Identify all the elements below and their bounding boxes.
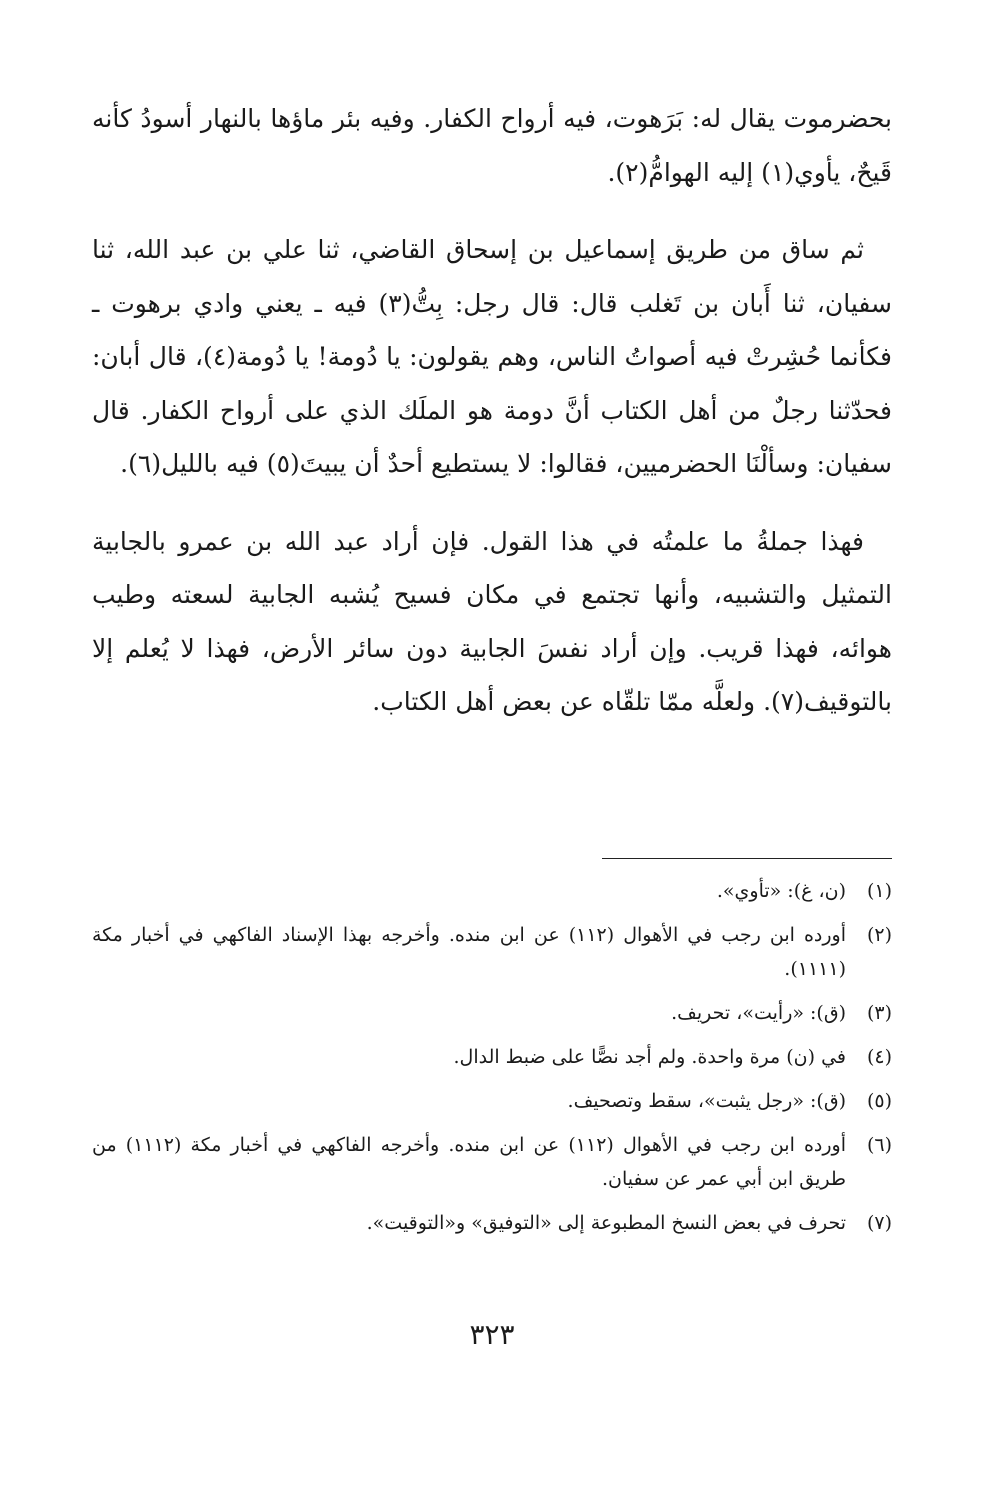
footnote-separator: [602, 858, 892, 859]
footnote-3: [92, 996, 892, 1030]
footnote-text: أورده ابن رجب في الأهوال (١١٢) عن ابن منده. وأخرجه الفاكهي في أخبار مكة (١١١٢) من طريق ابن أبي عمر عن سفيان.: [92, 1134, 847, 1190]
footnote-7: [92, 1206, 892, 1240]
footnote-text: (ق): «رجل يثبت»، سقط وتصحيف.: [567, 1090, 846, 1112]
footnote-number: (٢): [866, 924, 892, 946]
page-body: [92, 92, 892, 753]
paragraph-1: بحضرموت يقال له: بَرَهوت، فيه أرواح الكفار. وفيه بئر ماؤها بالنهار أسودُ كأنه قَيحٌ، يأوي(١) إليه الهوامُّ(٢).: [92, 104, 892, 187]
footnote-6: [92, 1128, 892, 1196]
footnote-text: في (ن) مرة واحدة. ولم أجد نصًّا على ضبط الدال.: [453, 1046, 846, 1068]
footnote-text: أورده ابن رجب في الأهوال (١١٢) عن ابن منده. وأخرجه بهذا الإسناد الفاكهي في أخبار مكة (١١١١).: [92, 924, 846, 980]
footnote-number: (٦): [866, 1134, 892, 1156]
footnote-text: (ق): «رأيت»، تحريف.: [671, 1002, 846, 1024]
footnote-number: (٥): [866, 1090, 892, 1112]
main-text: [92, 92, 892, 729]
footnote-5: [92, 1084, 892, 1118]
paragraph-2: ثم ساق من طريق إسماعيل بن إسحاق القاضي، ثنا علي بن عبد الله، ثنا سفيان، ثنا أَبان بن تَغلب قال: قال رجل: بِتُّ(٣) فيه ـ يعني وادي برهوت ـ فكأنما حُشِرتْ فيه أصواتُ الناس، وهم يقولون: يا دُومة! يا دُومة(٤)، قال أبان: فحدّثنا رجلٌ من أهل الكتاب أنَّ دومة هو الملَك الذي على أرواح الكفار. قال سفيان: وسألْنَا الحضرميين، فقالوا: لا يستطيع أحدٌ أن يبيتَ(٥) فيه بالليل(٦).: [92, 235, 892, 478]
footnote-text: تحرف في بعض النسخ المطبوعة إلى «التوفيق» و«التوقيت».: [366, 1212, 846, 1234]
footnotes: [92, 874, 892, 1250]
page-number: ٣٢٣: [469, 1318, 515, 1351]
footnote-1: [92, 874, 892, 908]
footnote-2: [92, 918, 892, 986]
footnote-text: (ن، غ): «تأوي».: [716, 880, 846, 902]
footnote-number: (٤): [866, 1046, 892, 1068]
footnote-number: (٧): [866, 1212, 892, 1234]
footnote-number: (٣): [866, 1002, 892, 1024]
paragraph-3: فهذا جملةُ ما علمتُه في هذا القول. فإن أراد عبد الله بن عمرو بالجابية التمثيل والتشبيه، وأنها تجتمع في مكان فسيح يُشبه الجابية لسعته وطيب هوائه، فهذا قريب. وإن أراد نفسَ الجابية دون سائر الأرض، فهذا لا يُعلم إلا بالتوقيف(٧). ولعلَّه ممّا تلقّاه عن بعض أهل الكتاب.: [92, 526, 892, 716]
footnote-number: (١): [866, 880, 892, 902]
footnote-4: [92, 1040, 892, 1074]
